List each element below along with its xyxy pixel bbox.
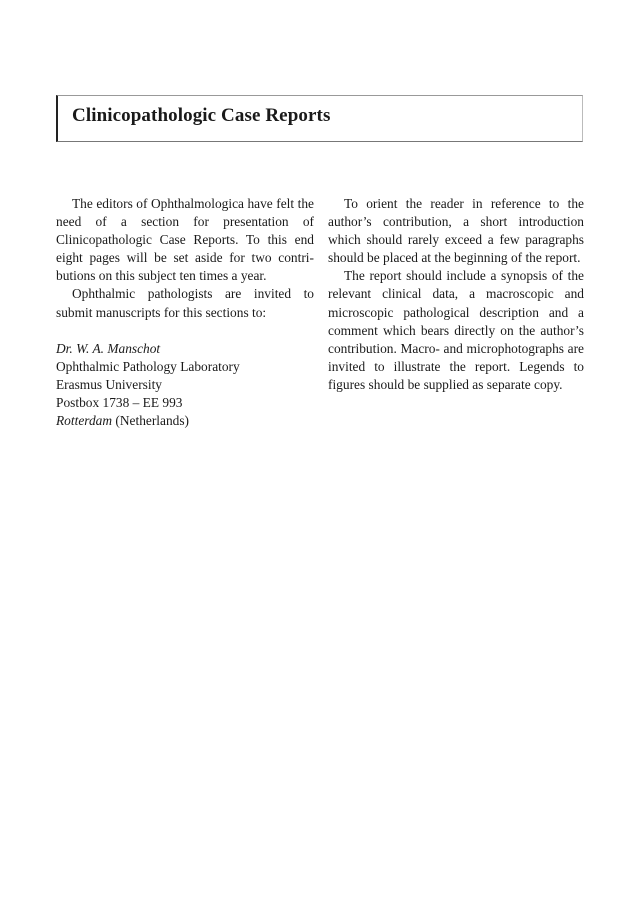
contact-laboratory: Ophthalmic Pathology Laboratory	[56, 358, 240, 374]
contact-city-line	[56, 412, 314, 430]
invitation-paragraph: Ophthalmic pathologists are invited to submit manuscripts for this sections to:	[56, 286, 314, 320]
contact-city: Rotterdam	[56, 413, 113, 429]
page-title: Clinicopathologic Case Reports	[72, 105, 331, 126]
report-content-paragraph: The report should include a synopsis of the relevant clinical data, a macroscopic and microscopic pathological description and a comment which bears directly on the author’s contribution. Macro- and microphotographs are invited to illustrate the report. Legends to figures should be supplied as separate copy.	[328, 268, 584, 392]
contact-postbox: Postbox 1738 – EE 993	[56, 394, 183, 410]
orientation-paragraph: To orient the reader in reference to the author’s contribution, a short introduction which should rarely exceed a few paragraphs should be placed at the beginning of the report.	[328, 196, 584, 266]
title-box	[56, 95, 583, 142]
right-column	[328, 195, 584, 394]
contact-university: Erasmus University	[56, 376, 162, 392]
left-column	[56, 195, 314, 430]
intro-paragraph: The editors of Ophthalmologica have felt the need of a section for presentation of Clinicopathologic Case Reports. To this end eight pages will be set aside for two contributions on this subject ten times a year.	[56, 196, 314, 284]
contact-address	[56, 340, 314, 430]
contact-country: (Netherlands)	[112, 413, 190, 429]
contact-name: Dr. W. A. Manschot	[56, 340, 161, 356]
